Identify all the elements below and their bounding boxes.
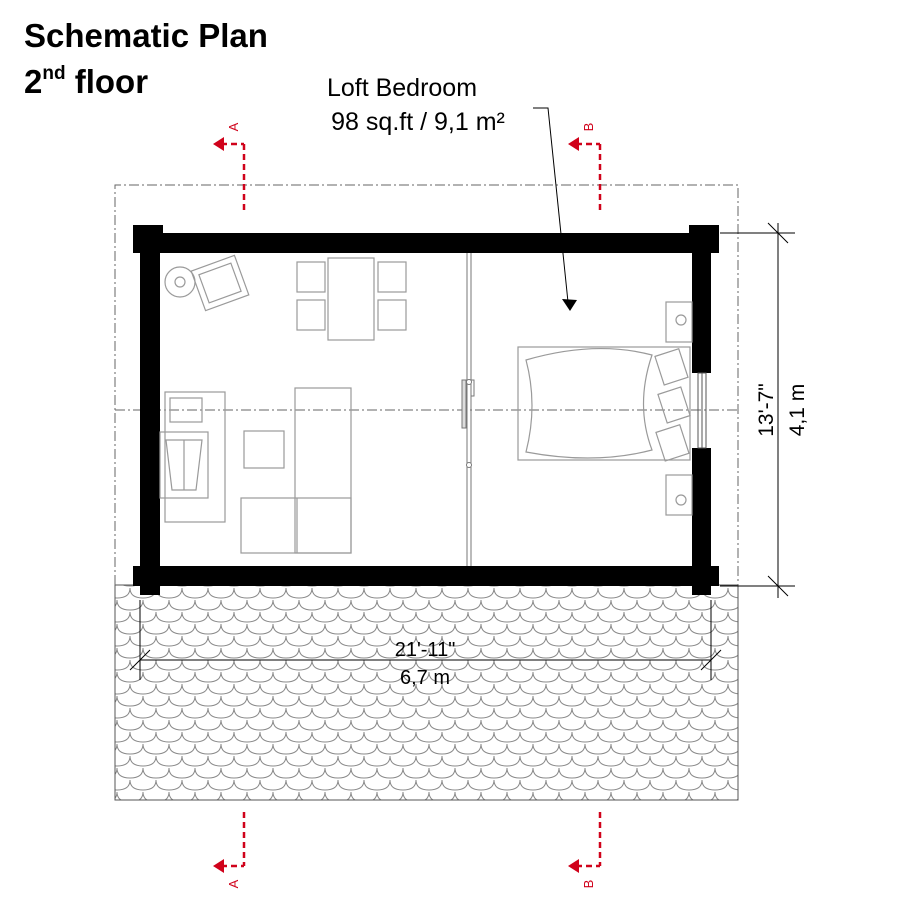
width-dimension-imperial: 21'-11"	[394, 639, 456, 661]
dining-table	[297, 258, 406, 340]
armchair-with-lamp	[165, 255, 249, 310]
section-label-b-bottom: B	[581, 879, 596, 889]
roof-shingles-area	[115, 585, 738, 800]
section-marker-a-top	[221, 144, 244, 214]
section-label-a-bottom: A	[226, 879, 241, 889]
depth-dimension-imperial: 13'-7"	[755, 383, 778, 437]
section-marker-b-bottom	[576, 812, 600, 866]
l-shaped-sofa	[241, 388, 351, 553]
bed	[518, 347, 690, 461]
section-arrow-b-bottom	[568, 859, 579, 873]
stove	[160, 392, 225, 522]
section-arrow-a-top	[213, 137, 224, 151]
section-arrow-a-bottom	[213, 859, 224, 873]
partition-wall	[462, 253, 474, 566]
section-label-b-top: B	[581, 122, 596, 132]
floor-word: floor	[65, 63, 149, 100]
section-arrow-b-top	[568, 137, 579, 151]
room-label-leader	[533, 108, 577, 311]
width-dimension-metric: 6,7 m	[399, 667, 451, 689]
room-name-label: Loft Bedroom	[326, 74, 478, 102]
section-label-a-top: A	[226, 122, 241, 132]
section-marker-b-top	[576, 144, 600, 214]
room-area-label: 98 sq.ft / 9,1 m²	[331, 108, 505, 136]
depth-dimension-metric: 4,1 m	[786, 383, 809, 437]
plan-title: Schematic Plan	[24, 17, 268, 54]
floor-ordinal-suffix: nd	[42, 63, 66, 84]
floor-number: 2	[24, 63, 43, 100]
section-marker-a-bottom	[221, 812, 244, 866]
